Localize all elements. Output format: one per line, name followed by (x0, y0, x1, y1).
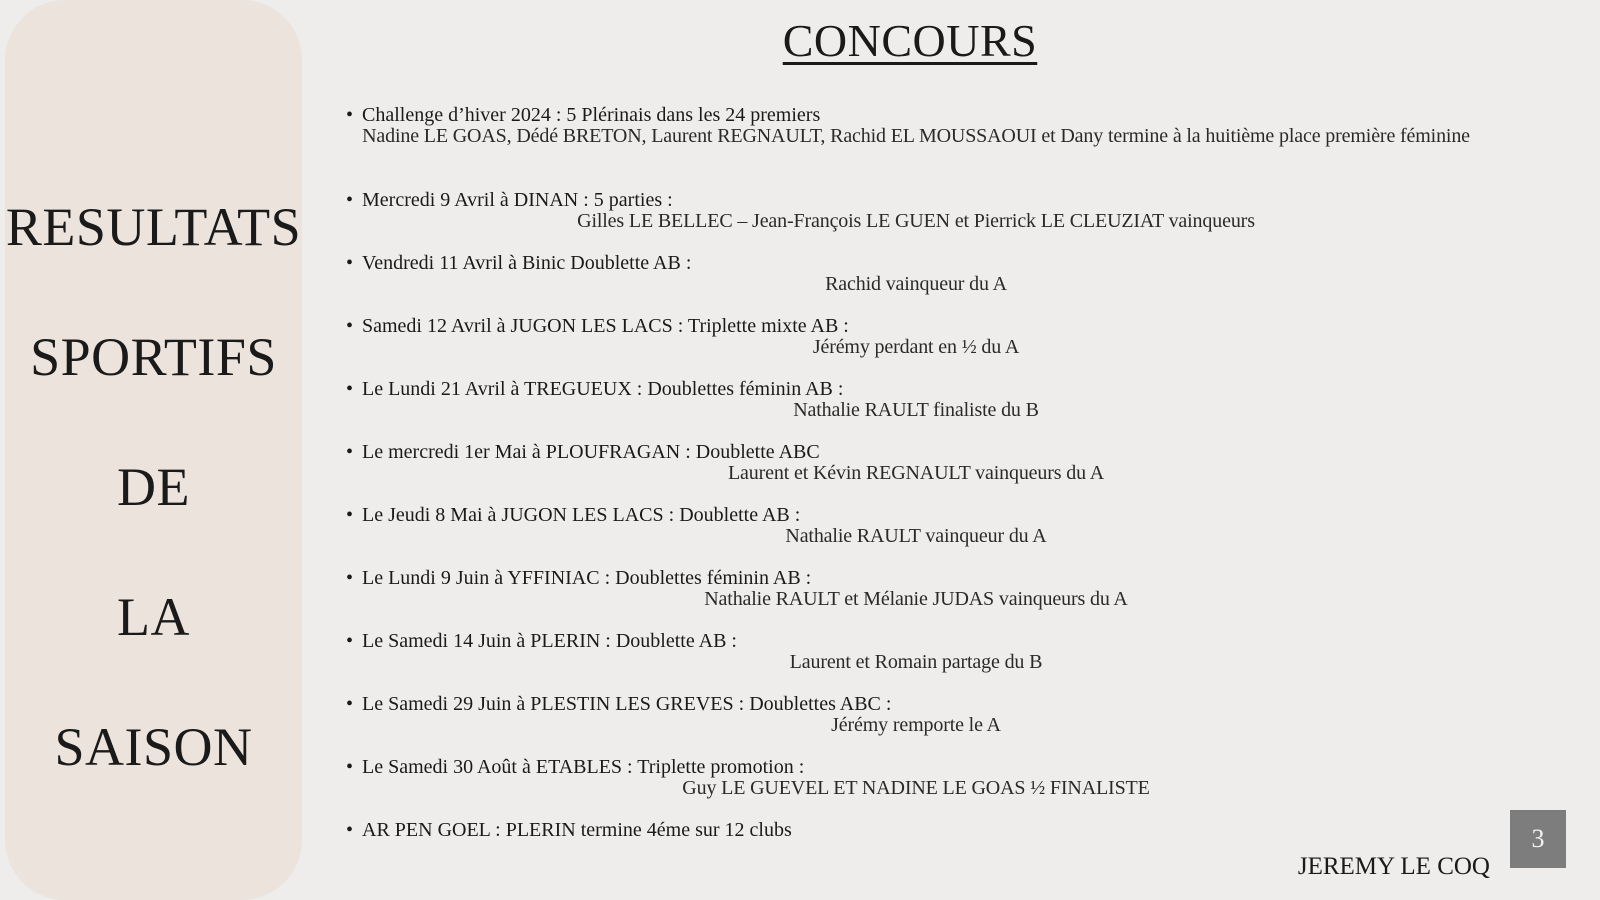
result-item-heading (346, 568, 1470, 589)
bullet: • (346, 252, 354, 274)
bullet: • (346, 441, 354, 463)
result-item-detail: Gilles LE BELLEC – Jean-François LE GUEN et Pierrick LE CLEUZIAT vainqueurs (577, 210, 1255, 232)
bullet: • (346, 819, 354, 841)
result-item-heading-text: Le mercredi 1er Mai à PLOUFRAGAN : Doublette ABC (362, 441, 820, 463)
page-number: 3 (1510, 810, 1566, 868)
result-item-heading (346, 105, 1470, 126)
bullet: • (346, 756, 354, 778)
result-item-heading-text: Challenge d’hiver 2024 : 5 Plérinais dans les 24 premiers (362, 104, 821, 126)
result-item-detail: Jérémy remporte le A (831, 714, 1001, 736)
result-item-heading-text: Le Jeudi 8 Mai à JUGON LES LACS : Doublette AB : (362, 504, 801, 526)
result-item-heading-text: Le Samedi 14 Juin à PLERIN : Doublette AB : (362, 630, 737, 652)
side-title-line-5: SAISON (54, 717, 253, 777)
result-item (346, 105, 1470, 147)
result-item (346, 568, 1470, 610)
side-panel (5, 0, 302, 900)
bullet: • (346, 630, 354, 652)
result-item-heading (346, 757, 1470, 778)
bullet: • (346, 104, 354, 126)
result-item-detail: Nathalie RAULT vainqueur du A (785, 525, 1047, 547)
result-item (346, 379, 1470, 421)
bullet: • (346, 693, 354, 715)
result-item-heading-text: Le Lundi 9 Juin à YFFINIAC : Doublettes féminin AB : (362, 567, 812, 589)
result-item-detail: Laurent et Romain partage du B (789, 651, 1043, 673)
bullet: • (346, 315, 354, 337)
result-item (346, 631, 1470, 673)
result-item (346, 316, 1470, 358)
result-item (346, 253, 1470, 295)
result-item (346, 505, 1470, 547)
side-title-line-1: RESULTATS (5, 197, 302, 257)
result-item-heading (346, 253, 1470, 274)
result-item-heading-text: Le Samedi 30 Août à ETABLES : Triplette promotion : (362, 756, 805, 778)
result-item-heading-text: Le Samedi 29 Juin à PLESTIN LES GREVES : Doublettes ABC : (362, 693, 892, 715)
result-item-heading (346, 442, 1470, 463)
result-item-heading (346, 631, 1470, 652)
result-item-heading (346, 379, 1470, 400)
result-item-detail: Nathalie RAULT finaliste du B (793, 399, 1039, 421)
bullet: • (346, 567, 354, 589)
result-item (346, 694, 1470, 736)
result-item-detail: Nadine LE GOAS, Dédé BRETON, Laurent REGNAULT, Rachid EL MOUSSAOUI et Dany termine à la huitième place première féminine (362, 125, 1470, 147)
result-item-heading-text: Vendredi 11 Avril à Binic Doublette AB : (362, 252, 692, 274)
result-item-detail: Rachid vainqueur du A (825, 273, 1007, 295)
result-item-heading-text: Le Lundi 21 Avril à TREGUEUX : Doublettes féminin AB : (362, 378, 844, 400)
page-title: CONCOURS (782, 15, 1038, 66)
side-title-line-2: SPORTIFS (30, 327, 277, 387)
bullet: • (346, 504, 354, 526)
bullet: • (346, 378, 354, 400)
result-item-heading (346, 190, 1470, 211)
result-item-heading (346, 820, 1470, 841)
result-item-heading (346, 316, 1470, 337)
result-item-heading-text: Mercredi 9 Avril à DINAN : 5 parties : (362, 189, 673, 211)
result-item-detail: Laurent et Kévin REGNAULT vainqueurs du A (727, 462, 1104, 484)
result-item-heading-text: Samedi 12 Avril à JUGON LES LACS : Triplette mixte AB : (362, 315, 849, 337)
result-item-heading (346, 694, 1470, 715)
side-title-line-3: DE (117, 457, 190, 517)
result-item-detail: Nathalie RAULT et Mélanie JUDAS vainqueurs du A (704, 588, 1128, 610)
result-item-detail: Guy LE GUEVEL ET NADINE LE GOAS ½ FINALISTE (682, 777, 1150, 799)
result-item-heading (346, 505, 1470, 526)
side-title-line-4: LA (117, 587, 190, 647)
result-item (346, 757, 1470, 799)
result-item-detail: Jérémy perdant en ½ du A (812, 336, 1020, 358)
result-item-heading-text: AR PEN GOEL : PLERIN termine 4éme sur 12 clubs (362, 819, 792, 841)
bullet: • (346, 189, 354, 211)
result-item (346, 820, 1470, 841)
author-name: JEREMY LE COQ (1297, 853, 1490, 880)
result-item (346, 190, 1470, 232)
result-item (346, 442, 1470, 484)
